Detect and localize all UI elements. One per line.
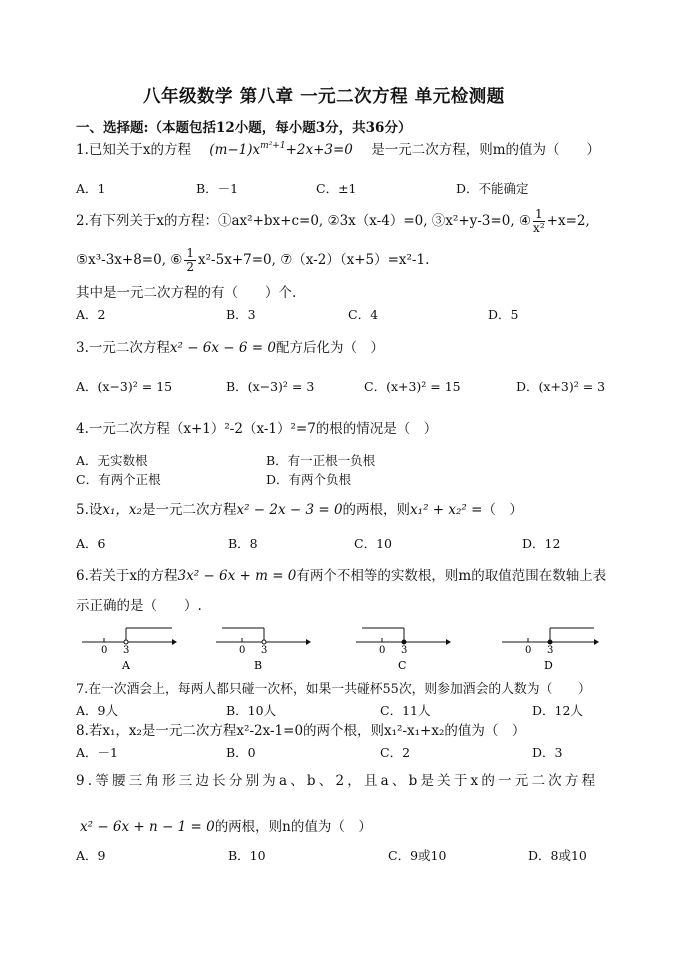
q4-option-b: B．有一正根一负根 (266, 453, 376, 468)
tick-0: 0 (239, 645, 246, 656)
q9-option-a: A．9 (76, 848, 106, 863)
q5-roots: x₁，x₂ (102, 502, 142, 518)
q2-option-b: B．3 (226, 307, 256, 322)
q7-option-b: B．10人 (226, 703, 277, 718)
figure-label-b: B (254, 659, 263, 672)
q5-equation: x² − 2x − 3 = 0 (236, 502, 343, 518)
q5-option-b: B．8 (228, 536, 258, 551)
q5-option-c: C．10 (354, 536, 392, 551)
q3-equation: x² − 6x − 6 = 0 (169, 340, 276, 356)
q9-equation: x² − 6x + n − 1 = 0 (80, 819, 215, 835)
question-6-line-1: 6.若关于x的方程3x² − 6x + m = 0有两个不相等的实数根，则m的取值范围在数轴上表 (76, 568, 607, 584)
question-8: 8.若x₁，x₂是一元二次方程x²-2x-1=0的两个根，则x₁²-x₁+x₂的值为（ ） (76, 723, 526, 739)
q6-equation: 3x² − 6x + m = 0 (177, 568, 297, 584)
q9-option-c: C．9或10 (388, 848, 447, 863)
q1-equation: $(m-1)x^{m^2+1}+2x+3=0$ (209, 141, 353, 158)
q5-option-d: D．12 (522, 536, 561, 551)
question-4: 4.一元二次方程（x+1）²-2（x-1）²=7的根的情况是（ ） (76, 421, 438, 437)
question-2-line-2: ⑤x³-3x+8=0, ⑥ $\frac{1}{2}$ x²-5x+7=0, ⑦（x-2）（x+5）=x²-1. (76, 246, 430, 274)
q6-number-line-c (354, 622, 464, 672)
tick-0: 0 (101, 645, 108, 656)
question-9-line-2: x² − 6x + n − 1 = 0的两根，则n的值为（ ） (80, 819, 372, 835)
q3-option-c: C．(x+3)² = 15 (364, 379, 461, 394)
page-title: 八年级数学 第八章 一元二次方程 单元检测题 (143, 87, 505, 107)
q6-number-line-d (500, 622, 610, 672)
figure-label-a: A (122, 659, 130, 672)
question-5: 5.设x₁，x₂是一元二次方程x² − 2x − 3 = 0的两根，则x₁² + x₂² =（ ） (76, 502, 523, 518)
q8-option-a: A．－1 (76, 745, 118, 760)
q2-option-c: C．4 (348, 307, 379, 322)
q1-option-c: C．±1 (316, 181, 357, 196)
q8-option-d: D．3 (532, 745, 563, 760)
figure-label-c: C (398, 659, 407, 672)
q8-option-b: B．0 (226, 745, 256, 760)
q9-option-d: D．8或10 (528, 848, 587, 863)
q3-option-d: D．(x+3)² = 3 (516, 379, 606, 394)
question-6-line-2: 示正确的是（ ）. (76, 598, 202, 614)
q4-option-d: D．有两个负根 (266, 472, 352, 487)
q7-option-a: A．9人 (76, 703, 118, 718)
q3-option-b: B．(x−3)² = 3 (226, 379, 315, 394)
q1-option-a: A．1 (76, 181, 106, 196)
figure-label-d: D (544, 659, 553, 672)
q9-option-b: B．10 (228, 848, 266, 863)
question-3: 3.一元二次方程x² − 6x − 6 = 0配方后化为（ ） (76, 340, 384, 356)
question-2-line-3: 其中是一元二次方程的有（ ）个. (76, 285, 297, 301)
q6-number-line-a (80, 622, 190, 672)
tick-3: 3 (261, 645, 268, 656)
q2-fraction-6: $\frac{1}{2}$ (186, 246, 195, 274)
tick-0: 0 (379, 645, 386, 656)
section-header: 一、选择题:（本题包括12小题，每小题3分，共36分） (76, 120, 412, 136)
tick-0: 0 (525, 645, 532, 656)
question-1 (76, 141, 601, 158)
q4-option-c: C．有两个正根 (76, 472, 161, 487)
question-2-line-1: 2.有下列关于x的方程：①ax²+bx+c=0, ②3x（x-4）=0, ③x²+y-3=0, ④ $\frac{1}{\text{x²}}$ +x=2, (76, 207, 590, 235)
q4-option-a: A．无实数根 (76, 453, 148, 468)
q5-option-a: A．6 (76, 536, 106, 551)
q1-option-b: B．－1 (196, 181, 239, 196)
q1-prefix: 1.已知关于x的方程 (76, 142, 191, 158)
q1-suffix: 是一元二次方程，则m的值为（ ） (371, 142, 601, 158)
q2-option-d: D．5 (488, 307, 519, 322)
tick-3: 3 (123, 645, 130, 656)
q5-expression: x₁² + x₂² = (410, 502, 483, 518)
q6-number-line-b (214, 622, 324, 672)
tick-3: 3 (401, 645, 408, 656)
q8-option-c: C．2 (380, 745, 411, 760)
question-9-line-1: 9.等腰三角形三边长分别为a、b、2，且a、b是关于x的一元二次方程 (76, 773, 599, 789)
q2-fraction-4: $\frac{1}{\text{x²}}$ (533, 207, 545, 235)
tick-3: 3 (547, 645, 554, 656)
question-7: 7.在一次酒会上，每两人都只碰一次杯，如果一共碰杯55次，则参加酒会的人数为（ ） (76, 682, 591, 697)
q7-option-c: C．11人 (380, 703, 431, 718)
q3-option-a: A．(x−3)² = 15 (76, 379, 173, 394)
q2-option-a: A．2 (76, 307, 106, 322)
q7-option-d: D．12人 (532, 703, 583, 718)
q1-option-d: D．不能确定 (456, 181, 529, 196)
